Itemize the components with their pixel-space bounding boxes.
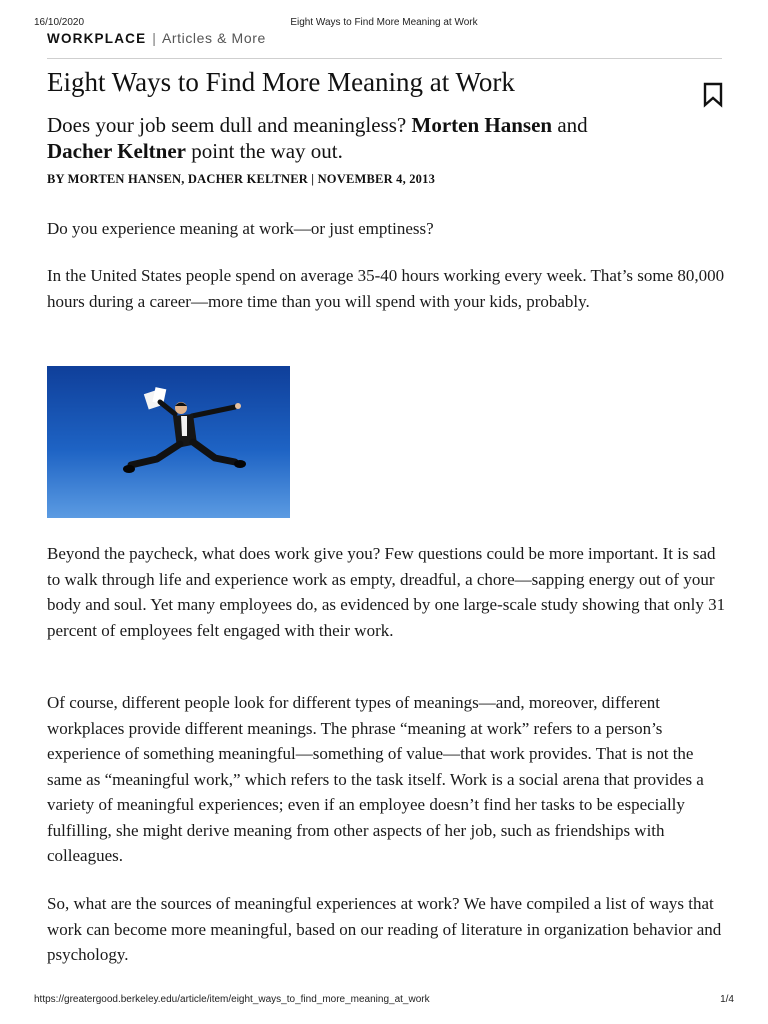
category-link[interactable]: WORKPLACE bbox=[47, 31, 147, 46]
dek-and: and bbox=[557, 113, 588, 137]
jumping-businessman-illustration bbox=[47, 366, 290, 518]
paragraph-4: Of course, different people look for different types of meanings—and, moreover, different workplaces provide different meanings. The phrase “meaning at work” refers to a person’s experience of something meaningful—something of value—that work provides. That is not the same as “meaningful work,” which refers to the task itself. Work is a social arena that provides a variety of meaningful experiences; even if an employee doesn’t find her tasks to be especially fulfilling, she might derive meaning from other aspects of her job, such as friendships with colleagues. bbox=[47, 693, 704, 865]
print-page-number: 1/4 bbox=[720, 994, 734, 1005]
paragraph-5: So, what are the sources of meaningful experiences at work? We have compiled a list of ways that work can become more meaningful, based on our reading of literature in organization behavior and psychology. bbox=[47, 894, 722, 964]
bookmark-icon bbox=[702, 82, 724, 108]
category-separator: | bbox=[152, 30, 156, 46]
dek-author-2: Dacher Keltner bbox=[47, 139, 186, 163]
dek-tail: point the way out. bbox=[191, 139, 343, 163]
print-date: 16/10/2020 bbox=[34, 17, 85, 28]
article-photo bbox=[47, 366, 290, 518]
dek-author-1: Morten Hansen bbox=[411, 113, 553, 137]
print-page-title: Eight Ways to Find More Meaning at Work bbox=[290, 17, 478, 28]
bookmark-button[interactable] bbox=[702, 82, 724, 108]
article-title: Eight Ways to Find More Meaning at Work bbox=[47, 67, 515, 97]
dek-lead: Does your job seem dull and meaningless? bbox=[47, 113, 407, 137]
paragraph-3: Beyond the paycheck, what does work give you? Few questions could be more important. It is sad to walk through life and experience work as empty, dreadful, a chore—sapping energy out of your body and soul. Yet many employees do, as evidenced by one large-scale study showing that only 31 percent of employees felt engaged with their work. bbox=[47, 544, 726, 640]
print-footer bbox=[0, 994, 768, 1008]
category-bar bbox=[47, 30, 722, 59]
print-header bbox=[0, 17, 768, 31]
article-dek bbox=[47, 112, 707, 164]
category-sub-link[interactable]: Articles & More bbox=[161, 30, 266, 46]
byline: BY MORTEN HANSEN, DACHER KELTNER | NOVEMBER 4, 2013 bbox=[47, 172, 436, 186]
paragraph-2: In the United States people spend on average 35-40 hours working every week. That’s some 80,000 hours during a career—more time than you will spend with your kids, probably. bbox=[47, 266, 725, 311]
print-url: https://greatergood.berkeley.edu/article/item/eight_ways_to_find_more_meaning_at_work bbox=[34, 994, 430, 1005]
paragraph-1: Do you experience meaning at work—or just emptiness? bbox=[47, 219, 434, 238]
